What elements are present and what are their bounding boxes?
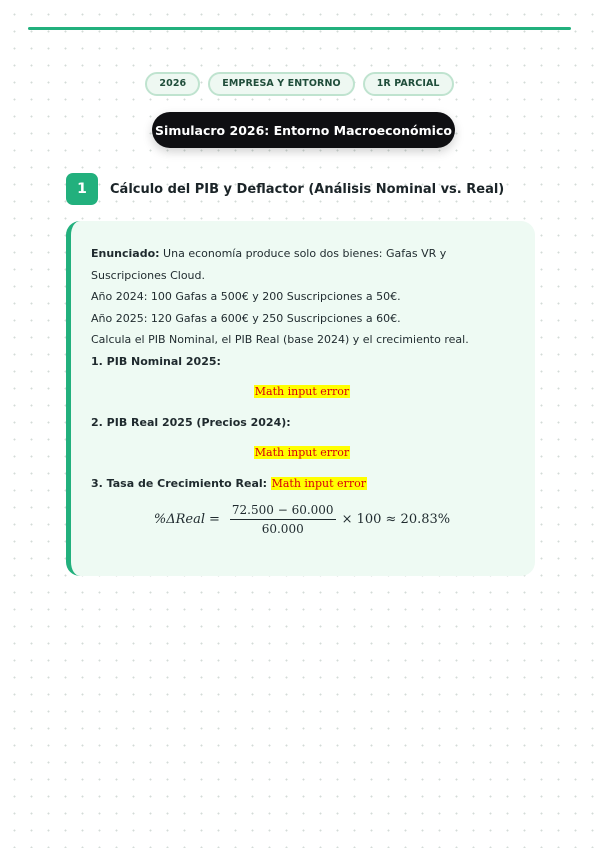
formula-lhs: %ΔReal [153,511,205,527]
task-text: Calcula el PIB Nominal, el PIB Real (base 2024) y el crecimiento real. [91,333,469,346]
section-number-badge: 1 [66,173,98,205]
statement [91,243,513,286]
page-title-text: Simulacro 2026: Entorno Macroeconómico [155,122,452,138]
tag-row [0,72,599,96]
math-error-3: Math input error [271,476,366,490]
page-title [152,112,455,148]
data-2025: Año 2025: 120 Gafas a 600€ y 250 Suscripciones a 60€. [91,311,401,325]
formula-fraction [230,502,336,537]
section-title: Cálculo del PIB y Deflactor (Análisis Nominal vs. Real) [110,181,505,197]
formula-equals: = [208,511,220,527]
tag-subject: EMPRESA Y ENTORNO [208,72,354,96]
formula-denominator: 60.000 [261,522,304,536]
exercise-card [66,221,535,576]
section-header [66,173,504,205]
math-error-2: Math input error [254,446,350,459]
math-error-1: Math input error [254,385,350,398]
top-divider [28,27,571,30]
question-3-line [91,473,513,495]
statement-text: Una economía produce solo dos bienes: Gafas VR y Suscripciones Cloud. [91,247,447,282]
growth-formula [91,502,513,537]
question-2: 2. PIB Real 2025 (Precios 2024): [91,415,291,429]
math-block-2 [91,442,513,464]
formula-numerator: 72.500 − 60.000 [230,502,336,520]
question-3: 3. Tasa de Crecimiento Real: [91,476,268,490]
tag-year: 2026 [145,72,200,96]
math-block-1 [91,381,513,403]
tag-exam: 1R PARCIAL [363,72,454,96]
statement-label: Enunciado: [91,247,160,260]
question-1: 1. PIB Nominal 2025: [91,354,221,368]
formula-rhs: × 100 ≈ 20.83% [341,511,451,527]
data-2024: Año 2024: 100 Gafas a 500€ y 200 Suscripciones a 50€. [91,290,401,303]
